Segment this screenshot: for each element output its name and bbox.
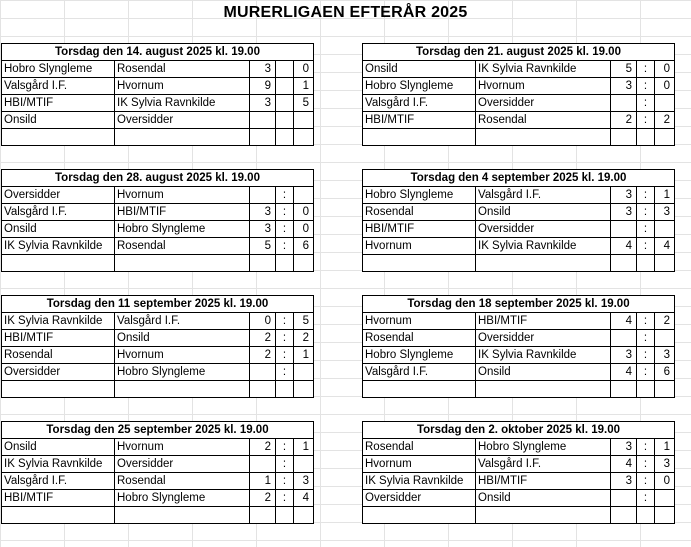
home-team-cell[interactable]: Oversidder: [363, 490, 476, 507]
home-team-cell[interactable]: Oversidder: [2, 364, 115, 381]
round-table: [362, 43, 675, 146]
empty-cell[interactable]: [637, 381, 655, 398]
away-team-cell[interactable]: Onsild: [476, 490, 611, 507]
match-row: [2, 78, 314, 95]
home-score-cell[interactable]: 1: [250, 473, 276, 490]
match-row: [363, 439, 675, 456]
away-team-cell[interactable]: Hvornum: [115, 78, 250, 95]
empty-cell[interactable]: [115, 507, 250, 524]
score-separator-cell[interactable]: :: [637, 221, 655, 238]
match-row: [2, 204, 314, 221]
away-team-cell[interactable]: IK Sylvia Ravnkilde: [476, 61, 611, 78]
home-score-cell[interactable]: 3: [250, 95, 276, 112]
round-table: [1, 421, 314, 524]
empty-cell[interactable]: [294, 507, 314, 524]
home-team-cell[interactable]: HBI/MTIF: [363, 112, 476, 129]
home-score-cell[interactable]: 3: [611, 187, 637, 204]
away-score-cell[interactable]: 0: [294, 221, 314, 238]
home-score-cell[interactable]: [250, 187, 276, 204]
score-separator-cell[interactable]: :: [276, 364, 294, 381]
empty-cell[interactable]: [276, 255, 294, 272]
home-score-cell[interactable]: 0: [250, 313, 276, 330]
match-row: [2, 490, 314, 507]
round-table: [1, 43, 314, 146]
empty-cell[interactable]: [2, 255, 115, 272]
away-team-cell[interactable]: Hvornum: [115, 439, 250, 456]
empty-cell[interactable]: [276, 381, 294, 398]
away-team-cell[interactable]: Hobro Slyngleme: [115, 221, 250, 238]
home-score-cell[interactable]: 5: [250, 238, 276, 255]
score-separator-cell[interactable]: :: [276, 221, 294, 238]
empty-cell[interactable]: [294, 381, 314, 398]
away-score-cell[interactable]: [294, 364, 314, 381]
home-team-cell[interactable]: Rosendal: [2, 347, 115, 364]
score-separator-cell[interactable]: :: [637, 238, 655, 255]
blank-row: [363, 255, 675, 272]
blank-row: [363, 381, 675, 398]
empty-cell[interactable]: [611, 255, 637, 272]
match-row: [2, 473, 314, 490]
away-team-cell[interactable]: HBI/MTIF: [476, 473, 611, 490]
away-team-cell[interactable]: Rosendal: [115, 238, 250, 255]
away-score-cell[interactable]: 2: [655, 313, 675, 330]
away-team-cell[interactable]: IK Sylvia Ravnkilde: [476, 238, 611, 255]
match-row: [363, 204, 675, 221]
away-team-cell[interactable]: Hvornum: [476, 78, 611, 95]
home-team-cell[interactable]: IK Sylvia Ravnkilde: [363, 473, 476, 490]
empty-cell[interactable]: [655, 129, 675, 146]
away-score-cell[interactable]: 6: [655, 364, 675, 381]
home-team-cell[interactable]: Onsild: [2, 112, 115, 129]
empty-cell[interactable]: [294, 255, 314, 272]
home-team-cell[interactable]: IK Sylvia Ravnkilde: [2, 456, 115, 473]
away-team-cell[interactable]: Oversidder: [115, 456, 250, 473]
round-table: [1, 169, 314, 272]
empty-cell[interactable]: [655, 381, 675, 398]
empty-cell[interactable]: [611, 381, 637, 398]
score-separator-cell[interactable]: [276, 95, 294, 112]
match-row: [2, 347, 314, 364]
score-separator-cell[interactable]: :: [637, 364, 655, 381]
away-team-cell[interactable]: Oversidder: [115, 112, 250, 129]
empty-cell[interactable]: [2, 129, 115, 146]
home-team-cell[interactable]: Onsild: [363, 61, 476, 78]
score-separator-cell[interactable]: :: [276, 187, 294, 204]
match-row: [2, 95, 314, 112]
home-score-cell[interactable]: 2: [250, 490, 276, 507]
home-team-cell[interactable]: Rosendal: [363, 204, 476, 221]
away-score-cell[interactable]: 0: [294, 204, 314, 221]
empty-cell[interactable]: [250, 255, 276, 272]
score-separator-cell[interactable]: :: [637, 204, 655, 221]
home-team-cell[interactable]: Hvornum: [363, 238, 476, 255]
home-team-cell[interactable]: Hobro Slyngleme: [363, 187, 476, 204]
home-team-cell[interactable]: Hobro Slyngleme: [2, 61, 115, 78]
empty-cell[interactable]: [115, 255, 250, 272]
away-score-cell[interactable]: 2: [294, 330, 314, 347]
away-score-cell[interactable]: 4: [655, 238, 675, 255]
away-team-cell[interactable]: Hobro Slyngleme: [115, 364, 250, 381]
away-score-cell[interactable]: 5: [294, 313, 314, 330]
home-score-cell[interactable]: [250, 364, 276, 381]
match-row: [2, 364, 314, 381]
away-team-cell[interactable]: Rosendal: [476, 112, 611, 129]
home-team-cell[interactable]: Hobro Slyngleme: [363, 78, 476, 95]
home-team-cell[interactable]: Valsgård I.F.: [2, 473, 115, 490]
score-separator-cell[interactable]: :: [276, 204, 294, 221]
home-team-cell[interactable]: Hvornum: [363, 456, 476, 473]
home-score-cell[interactable]: [611, 221, 637, 238]
away-team-cell[interactable]: Oversidder: [476, 330, 611, 347]
match-row: [2, 439, 314, 456]
home-score-cell[interactable]: 3: [250, 61, 276, 78]
round-header: Torsdag den 28. august 2025 kl. 19.00: [2, 170, 314, 187]
round-header: Torsdag den 11 september 2025 kl. 19.00: [2, 296, 314, 313]
away-team-cell[interactable]: Hvornum: [115, 347, 250, 364]
empty-cell[interactable]: [250, 507, 276, 524]
away-score-cell[interactable]: [294, 112, 314, 129]
home-team-cell[interactable]: Hvornum: [363, 313, 476, 330]
home-team-cell[interactable]: HBI/MTIF: [2, 490, 115, 507]
match-row: [363, 61, 675, 78]
empty-cell[interactable]: [476, 507, 611, 524]
away-score-cell[interactable]: 0: [294, 61, 314, 78]
home-score-cell[interactable]: 4: [611, 238, 637, 255]
score-separator-cell[interactable]: :: [276, 330, 294, 347]
round-table: [362, 421, 675, 524]
empty-cell[interactable]: [363, 129, 476, 146]
score-separator-cell[interactable]: :: [637, 473, 655, 490]
home-score-cell[interactable]: [611, 95, 637, 112]
home-score-cell[interactable]: 3: [611, 204, 637, 221]
empty-cell[interactable]: [2, 381, 115, 398]
blank-row: [2, 129, 314, 146]
round-header: Torsdag den 4 september 2025 kl. 19.00: [363, 170, 675, 187]
home-score-cell[interactable]: 2: [611, 112, 637, 129]
match-row: [363, 112, 675, 129]
away-team-cell[interactable]: Hobro Slyngleme: [476, 439, 611, 456]
away-score-cell[interactable]: 0: [655, 78, 675, 95]
match-row: [2, 330, 314, 347]
score-separator-cell[interactable]: [276, 112, 294, 129]
away-team-cell[interactable]: Onsild: [476, 204, 611, 221]
away-team-cell[interactable]: Valsgård I.F.: [476, 456, 611, 473]
home-team-cell[interactable]: Oversidder: [2, 187, 115, 204]
score-separator-cell[interactable]: :: [637, 439, 655, 456]
round-table: [1, 295, 314, 398]
away-score-cell[interactable]: 2: [655, 112, 675, 129]
match-row: [2, 221, 314, 238]
away-team-cell[interactable]: IK Sylvia Ravnkilde: [476, 347, 611, 364]
away-score-cell[interactable]: [655, 95, 675, 112]
match-row: [363, 364, 675, 381]
home-score-cell[interactable]: 4: [611, 364, 637, 381]
blank-row: [363, 507, 675, 524]
home-score-cell[interactable]: 9: [250, 78, 276, 95]
round-header: Torsdag den 21. august 2025 kl. 19.00: [363, 44, 675, 61]
score-separator-cell[interactable]: :: [637, 78, 655, 95]
home-team-cell[interactable]: HBI/MTIF: [363, 221, 476, 238]
score-separator-cell[interactable]: :: [276, 473, 294, 490]
score-separator-cell[interactable]: :: [637, 456, 655, 473]
home-team-cell[interactable]: HBI/MTIF: [2, 330, 115, 347]
match-row: [363, 187, 675, 204]
away-score-cell[interactable]: 1: [655, 187, 675, 204]
match-row: [2, 61, 314, 78]
score-separator-cell[interactable]: :: [637, 61, 655, 78]
away-score-cell[interactable]: 3: [655, 347, 675, 364]
home-team-cell[interactable]: Valsgård I.F.: [363, 364, 476, 381]
home-team-cell[interactable]: Onsild: [2, 439, 115, 456]
empty-cell[interactable]: [611, 129, 637, 146]
away-team-cell[interactable]: HBI/MTIF: [115, 204, 250, 221]
away-team-cell[interactable]: Hvornum: [115, 187, 250, 204]
match-row: [363, 221, 675, 238]
sheet-title: MURERLIGAEN EFTERÅR 2025: [223, 4, 468, 21]
away-team-cell[interactable]: Rosendal: [115, 61, 250, 78]
empty-cell[interactable]: [476, 381, 611, 398]
away-score-cell[interactable]: 0: [655, 61, 675, 78]
away-score-cell[interactable]: 1: [294, 78, 314, 95]
score-separator-cell[interactable]: [276, 61, 294, 78]
away-score-cell[interactable]: [655, 490, 675, 507]
match-row: [363, 95, 675, 112]
away-team-cell[interactable]: Valsgård I.F.: [115, 313, 250, 330]
home-team-cell[interactable]: Hobro Slyngleme: [363, 347, 476, 364]
score-separator-cell[interactable]: :: [276, 439, 294, 456]
away-score-cell[interactable]: 1: [294, 439, 314, 456]
score-separator-cell[interactable]: :: [637, 490, 655, 507]
home-score-cell[interactable]: 3: [611, 473, 637, 490]
blank-row: [2, 507, 314, 524]
away-score-cell[interactable]: [655, 221, 675, 238]
away-team-cell[interactable]: Oversidder: [476, 221, 611, 238]
empty-cell[interactable]: [276, 129, 294, 146]
home-team-cell[interactable]: IK Sylvia Ravnkilde: [2, 313, 115, 330]
empty-cell[interactable]: [2, 507, 115, 524]
away-score-cell[interactable]: [655, 330, 675, 347]
away-score-cell[interactable]: 6: [294, 238, 314, 255]
empty-cell[interactable]: [250, 381, 276, 398]
match-row: [2, 112, 314, 129]
away-team-cell[interactable]: Rosendal: [115, 473, 250, 490]
home-score-cell[interactable]: [250, 456, 276, 473]
score-separator-cell[interactable]: :: [637, 95, 655, 112]
score-separator-cell[interactable]: :: [276, 490, 294, 507]
score-separator-cell[interactable]: :: [276, 238, 294, 255]
home-team-cell[interactable]: IK Sylvia Ravnkilde: [2, 238, 115, 255]
score-separator-cell[interactable]: :: [637, 347, 655, 364]
away-score-cell[interactable]: [294, 456, 314, 473]
score-separator-cell[interactable]: [276, 78, 294, 95]
round-header: Torsdag den 2. oktober 2025 kl. 19.00: [363, 422, 675, 439]
away-team-cell[interactable]: Onsild: [476, 364, 611, 381]
home-score-cell[interactable]: 3: [250, 221, 276, 238]
away-team-cell[interactable]: Hobro Slyngleme: [115, 490, 250, 507]
away-team-cell[interactable]: Valsgård I.F.: [476, 187, 611, 204]
home-score-cell[interactable]: 3: [611, 439, 637, 456]
away-score-cell[interactable]: 1: [294, 347, 314, 364]
match-row: [2, 456, 314, 473]
match-row: [363, 313, 675, 330]
empty-cell[interactable]: [115, 129, 250, 146]
home-team-cell[interactable]: Onsild: [2, 221, 115, 238]
empty-cell[interactable]: [476, 255, 611, 272]
round-header: Torsdag den 14. august 2025 kl. 19.00: [2, 44, 314, 61]
away-score-cell[interactable]: 3: [655, 204, 675, 221]
empty-cell[interactable]: [611, 507, 637, 524]
home-team-cell[interactable]: Valsgård I.F.: [363, 95, 476, 112]
home-score-cell[interactable]: 4: [611, 313, 637, 330]
blank-row: [2, 381, 314, 398]
away-score-cell[interactable]: 3: [294, 473, 314, 490]
away-score-cell[interactable]: 3: [655, 456, 675, 473]
home-score-cell[interactable]: 3: [611, 78, 637, 95]
away-score-cell[interactable]: 5: [294, 95, 314, 112]
match-row: [363, 330, 675, 347]
home-score-cell[interactable]: 4: [611, 456, 637, 473]
home-score-cell[interactable]: 2: [250, 330, 276, 347]
match-row: [363, 490, 675, 507]
away-team-cell[interactable]: Onsild: [115, 330, 250, 347]
home-score-cell[interactable]: [250, 112, 276, 129]
home-team-cell[interactable]: Valsgård I.F.: [2, 78, 115, 95]
away-team-cell[interactable]: HBI/MTIF: [476, 313, 611, 330]
away-score-cell[interactable]: 1: [655, 439, 675, 456]
match-row: [2, 313, 314, 330]
empty-cell[interactable]: [294, 129, 314, 146]
empty-cell[interactable]: [363, 381, 476, 398]
score-separator-cell[interactable]: :: [276, 347, 294, 364]
blank-row: [363, 129, 675, 146]
home-team-cell[interactable]: Rosendal: [363, 439, 476, 456]
score-separator-cell[interactable]: :: [276, 313, 294, 330]
empty-cell[interactable]: [655, 507, 675, 524]
empty-cell[interactable]: [476, 129, 611, 146]
match-row: [363, 456, 675, 473]
home-score-cell[interactable]: 2: [250, 439, 276, 456]
score-separator-cell[interactable]: :: [637, 187, 655, 204]
empty-cell[interactable]: [655, 255, 675, 272]
away-score-cell[interactable]: 0: [655, 473, 675, 490]
away-score-cell[interactable]: [294, 187, 314, 204]
home-score-cell[interactable]: [611, 490, 637, 507]
away-score-cell[interactable]: 4: [294, 490, 314, 507]
match-row: [363, 347, 675, 364]
away-team-cell[interactable]: IK Sylvia Ravnkilde: [115, 95, 250, 112]
away-team-cell[interactable]: Oversidder: [476, 95, 611, 112]
home-team-cell[interactable]: HBI/MTIF: [2, 95, 115, 112]
empty-cell[interactable]: [363, 507, 476, 524]
match-row: [363, 238, 675, 255]
round-header: Torsdag den 25 september 2025 kl. 19.00: [2, 422, 314, 439]
match-row: [363, 473, 675, 490]
score-separator-cell[interactable]: :: [637, 112, 655, 129]
empty-cell[interactable]: [637, 129, 655, 146]
empty-cell[interactable]: [115, 381, 250, 398]
round-header: Torsdag den 18 september 2025 kl. 19.00: [363, 296, 675, 313]
blank-row: [2, 255, 314, 272]
score-separator-cell[interactable]: :: [276, 456, 294, 473]
home-team-cell[interactable]: Rosendal: [363, 330, 476, 347]
empty-cell[interactable]: [250, 129, 276, 146]
score-separator-cell[interactable]: :: [637, 313, 655, 330]
empty-cell[interactable]: [363, 255, 476, 272]
round-table: [362, 295, 675, 398]
home-score-cell[interactable]: 3: [611, 347, 637, 364]
empty-cell[interactable]: [637, 507, 655, 524]
empty-cell[interactable]: [637, 255, 655, 272]
home-score-cell[interactable]: [611, 330, 637, 347]
home-score-cell[interactable]: 3: [250, 204, 276, 221]
match-row: [363, 78, 675, 95]
home-score-cell[interactable]: 2: [250, 347, 276, 364]
round-table: [362, 169, 675, 272]
home-team-cell[interactable]: Valsgård I.F.: [2, 204, 115, 221]
home-score-cell[interactable]: 5: [611, 61, 637, 78]
match-row: [2, 238, 314, 255]
empty-cell[interactable]: [276, 507, 294, 524]
match-row: [2, 187, 314, 204]
score-separator-cell[interactable]: :: [637, 330, 655, 347]
